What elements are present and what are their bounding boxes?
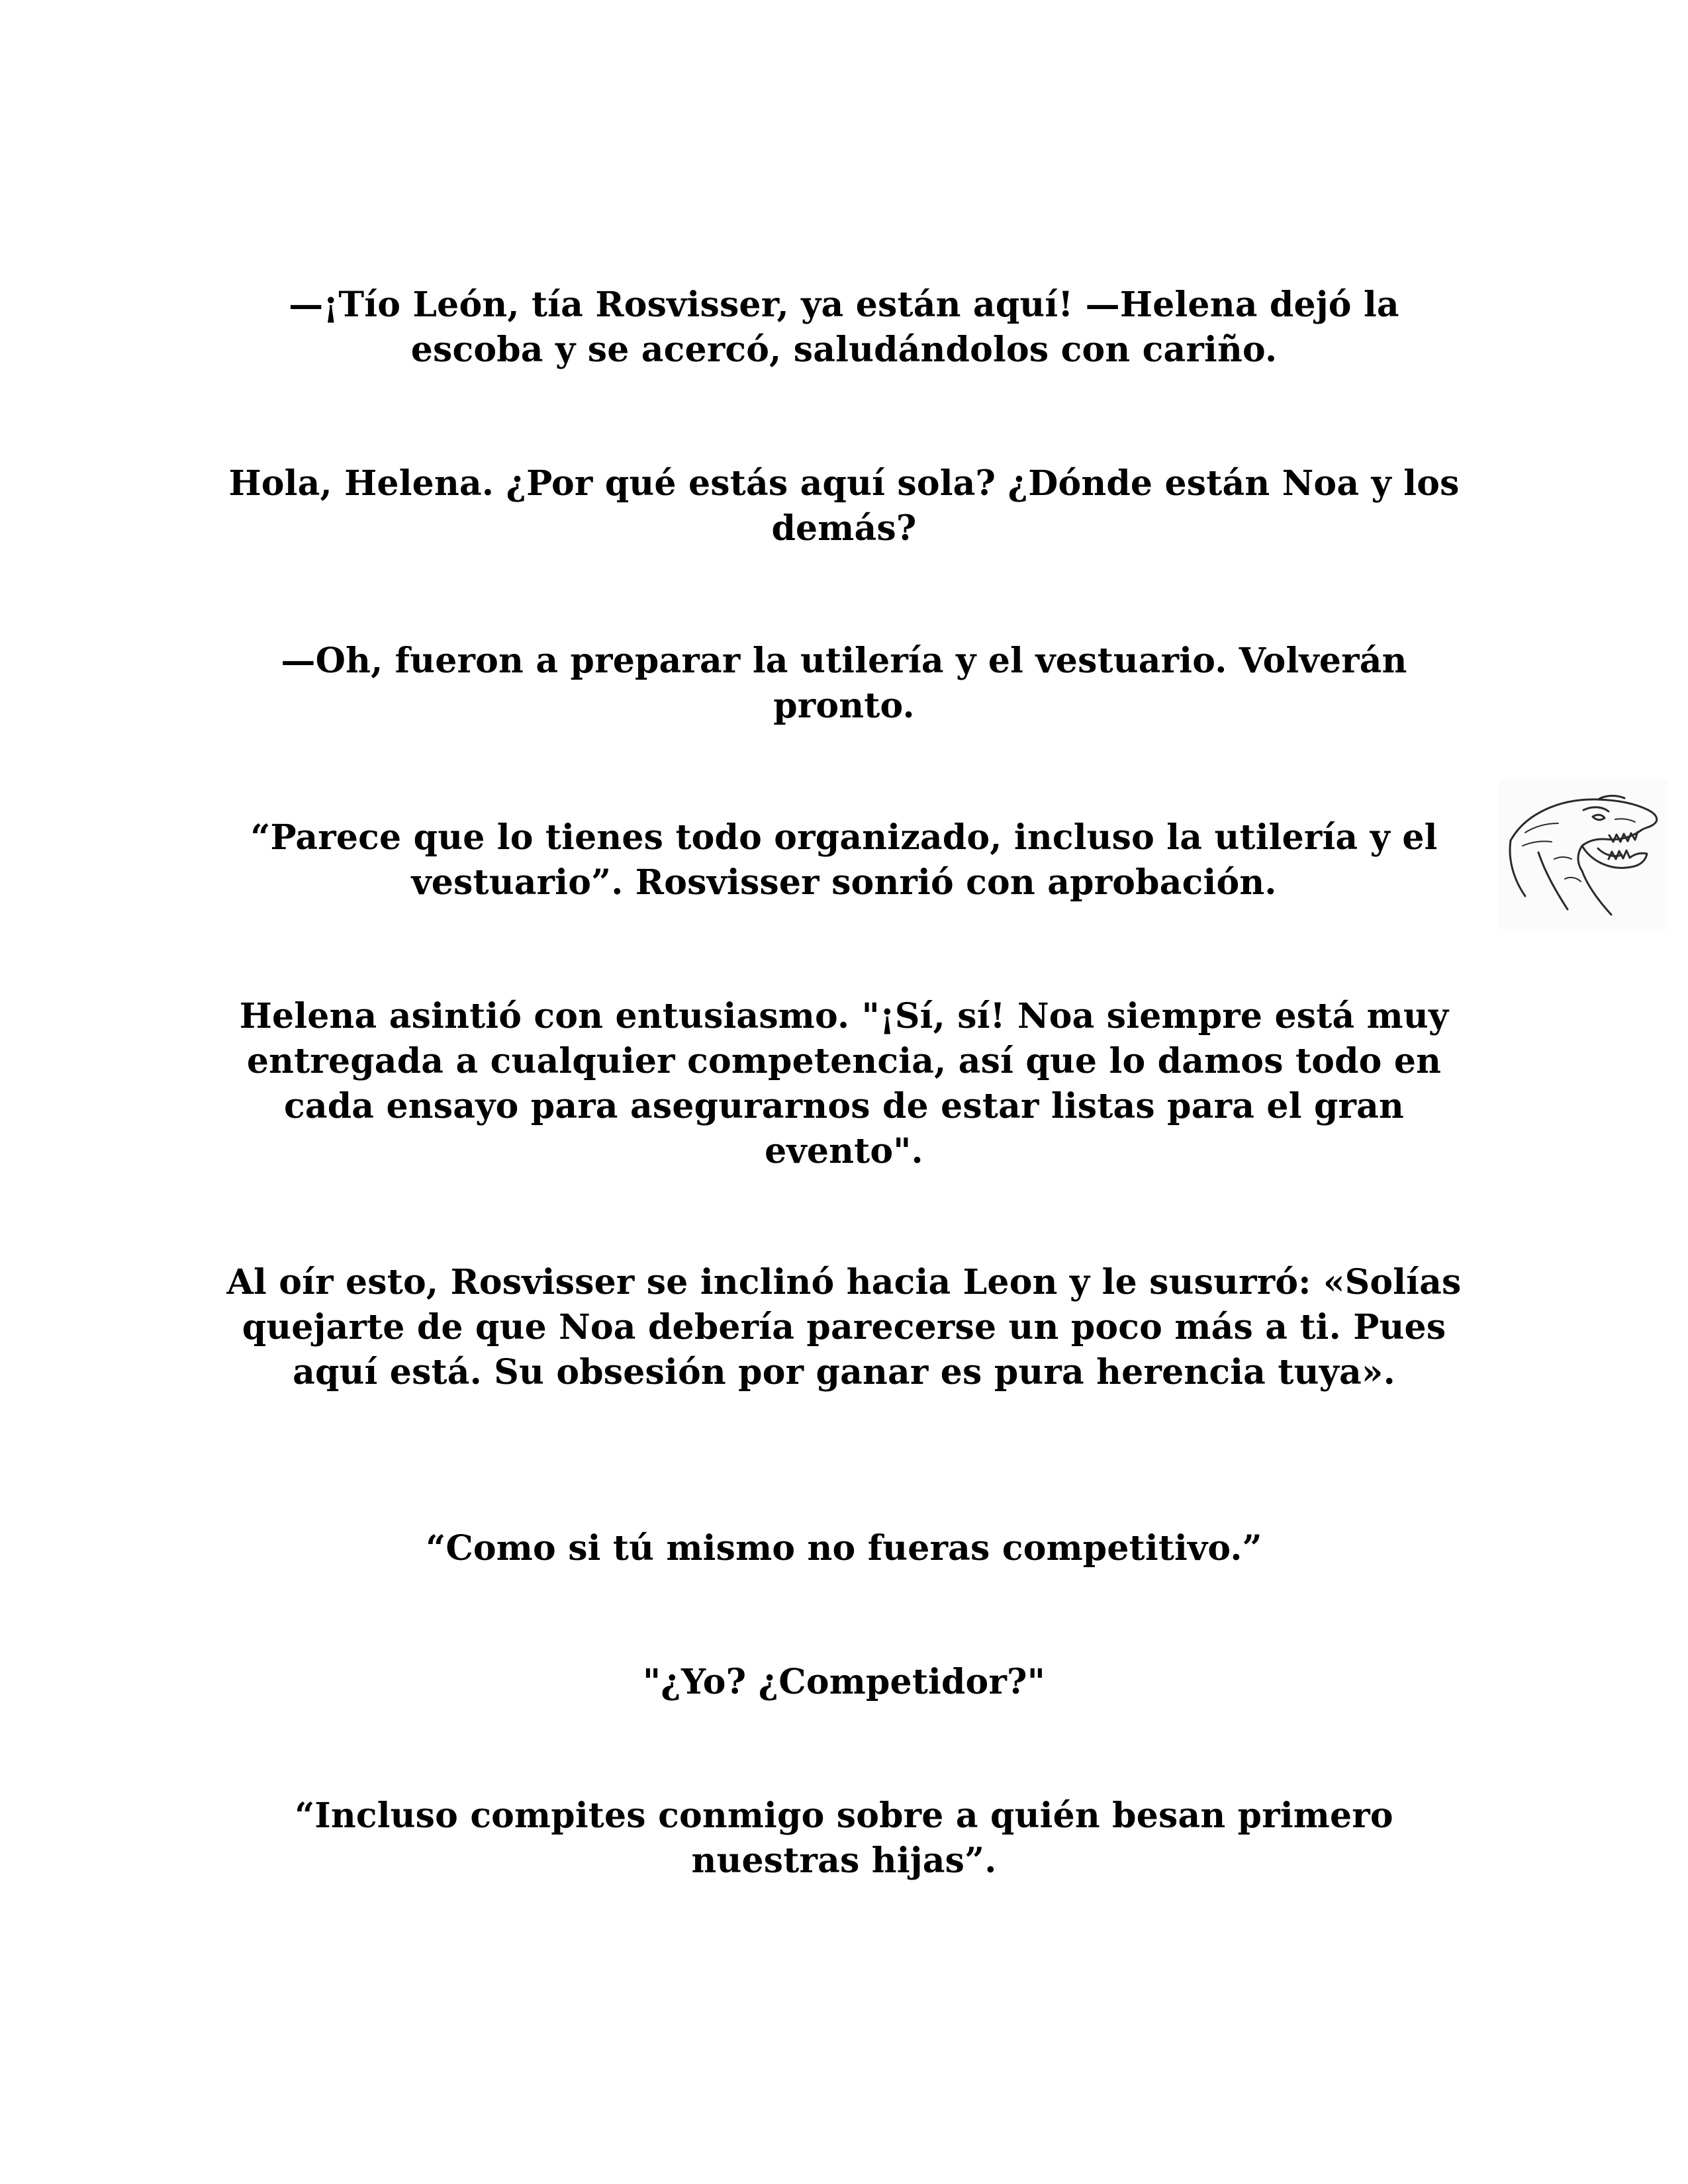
paragraph-question-competitor: "¿Yo? ¿Competidor?" xyxy=(643,1662,1045,1702)
dinosaur-head-sketch-icon xyxy=(1499,780,1668,929)
paragraph-approval: “Parece que lo tienes todo organizado, incluso la utilería y el vestuario”. Rosvisser sonrió con aprobación. xyxy=(250,817,1438,903)
paragraph-whisper: Al oír esto, Rosvisser se inclinó hacia Leon y le susurró: «Solías quejarte de que Noa debería parecerse un poco más a ti. Pues aquí está. Su obsesión por ganar es pura herencia tuya». xyxy=(226,1262,1462,1392)
paragraph-final: “Incluso compites conmigo sobre a quién besan primero nuestras hijas”. xyxy=(295,1796,1393,1881)
paragraph-enthusiasm: Helena asintió con entusiasmo. "¡Sí, sí! Noa siempre está muy entregada a cualquier competencia, así que lo damos todo en cada ensayo para asegurarnos de estar listas para el gran evento". xyxy=(239,996,1449,1171)
paragraph-answer: —Oh, fueron a preparar la utilería y el vestuario. Volverán pronto. xyxy=(281,641,1407,726)
paragraph-question: Hola, Helena. ¿Por qué estás aquí sola? ¿Dónde están Noa y los demás? xyxy=(228,463,1460,549)
paragraph-retort: “Como si tú mismo no fueras competitivo.” xyxy=(426,1528,1262,1569)
paragraph-greeting: —¡Tío León, tía Rosvisser, ya están aquí! —Helena dejó la escoba y se acercó, saludándolos con cariño. xyxy=(289,285,1399,370)
